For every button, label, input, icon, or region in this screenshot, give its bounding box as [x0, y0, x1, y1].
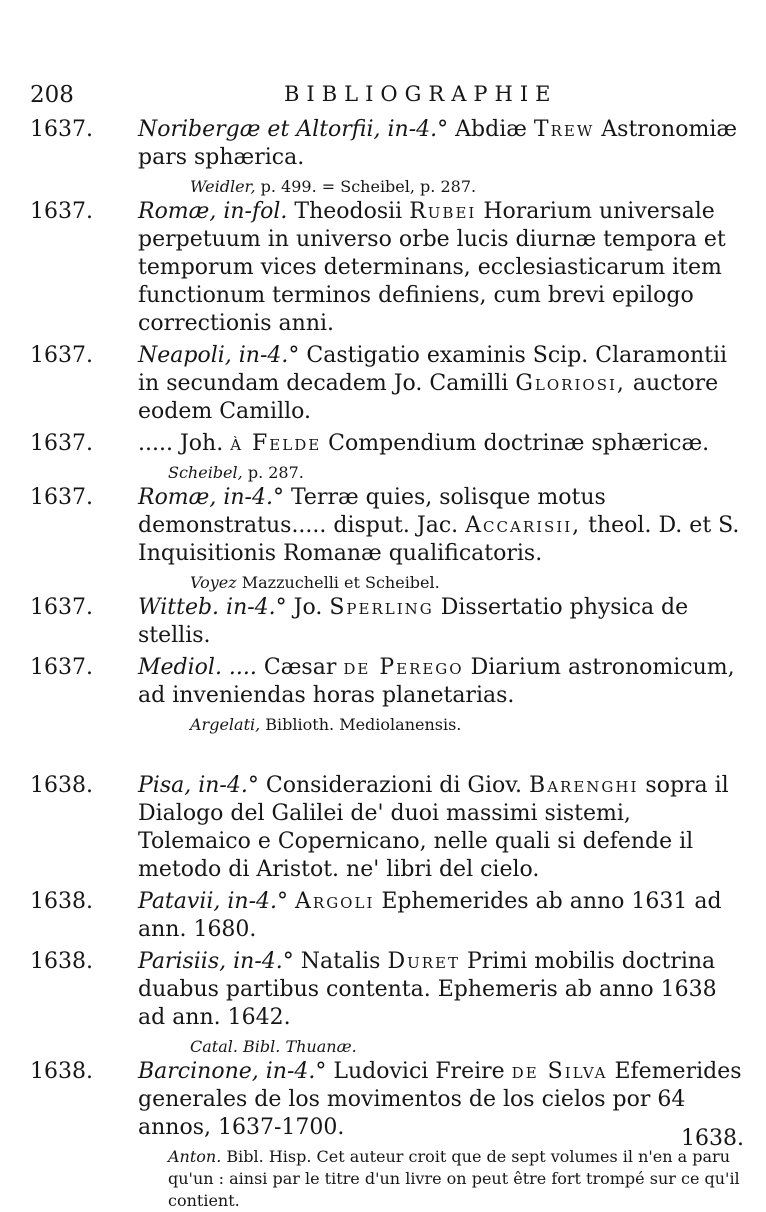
entry-text: auctore eodem Camillo.	[138, 371, 719, 424]
entry-author: à Felde	[230, 431, 322, 456]
entry-place: Patavii, in-4.°	[138, 889, 289, 914]
entry-body	[138, 948, 745, 1032]
entry-body	[138, 772, 745, 884]
entry-author: Rubei	[409, 199, 477, 224]
entry-note	[190, 1036, 745, 1058]
entry-place: Romæ, in-fol.	[138, 199, 288, 224]
entry-note	[190, 572, 745, 594]
note-text: Biblioth. Mediolanensis.	[265, 715, 462, 734]
entry-text: sopra il Dialogo del Galilei de' duoi massimi sistemi, Tolemaico e Copernicano, nelle quali si defende il metodo di Aristot. ne' libri del cielo.	[138, 773, 729, 882]
entry-author: de Perego	[343, 655, 464, 680]
entry-place: Pisa, in-4.°	[138, 773, 259, 798]
entry-author: Gloriosi,	[515, 371, 626, 396]
entry-pretext: Considerazioni di Giov.	[265, 773, 523, 798]
entry-body	[138, 484, 745, 568]
entry-author: Barenghi	[529, 773, 639, 798]
note-source: Voyez	[190, 573, 237, 592]
entry-year: 1637.	[30, 655, 93, 680]
entry-text: Horarium universale perpetuum in universo orbe lucis diurnæ tempora et temporum vices determinans, ecclesiasticarum item functionum terminos definiens, cum brevi epilogo correctionis anni.	[138, 199, 726, 336]
note-source: Argelati,	[190, 715, 261, 734]
page-number: 208	[30, 82, 74, 108]
note-text: p. 499. = Scheibel, p. 287.	[260, 177, 477, 196]
note-text: Mazzuchelli et Scheibel.	[241, 573, 440, 592]
bibliography-entry	[30, 342, 745, 426]
entry-year: 1638.	[30, 1059, 93, 1084]
entry-author: Trew	[533, 117, 595, 142]
entry-text: Diarium astronomicum, ad inveniendas horas planetarias.	[138, 655, 735, 708]
entry-body	[138, 654, 745, 710]
entry-place: Witteb. in-4.°	[138, 595, 287, 620]
entry-note	[190, 176, 745, 198]
entry-year: 1638.	[30, 773, 93, 798]
entry-author: Duret	[387, 949, 460, 974]
entry-note	[190, 714, 745, 736]
entry-pretext: Jo.	[293, 595, 323, 620]
entry-place: Neapoli, in-4.°	[138, 343, 300, 368]
entry-body	[138, 430, 745, 458]
entry-author: de Silva	[511, 1059, 608, 1084]
entry-pretext: Abdiæ	[455, 117, 527, 142]
bibliography-entry	[30, 772, 745, 884]
entry-text: Dissertatio physica de stellis.	[138, 595, 689, 648]
entry-year: 1637.	[30, 343, 93, 368]
bibliography-entry	[30, 116, 745, 172]
entry-year: 1637.	[30, 595, 93, 620]
entry-place: Romæ, in-4.°	[138, 485, 284, 510]
bibliography-entry	[30, 1058, 745, 1142]
entry-year: 1637.	[30, 485, 93, 510]
entry-text: theol. D. et S. Inquisitionis Romanæ qualificatoris.	[138, 513, 740, 566]
entry-pretext: Natalis	[300, 949, 381, 974]
entry-year: 1638.	[30, 889, 93, 914]
entry-pretext: ..... Joh.	[138, 431, 224, 456]
entry-pretext: Cæsar	[263, 655, 337, 680]
entry-note	[168, 1146, 745, 1212]
entry-place: Mediol. ....	[138, 655, 257, 680]
entry-note	[168, 462, 745, 484]
entry-pretext: Ludovici Freire	[333, 1059, 505, 1084]
note-source: Catal. Bibl. Thuanæ.	[190, 1037, 357, 1056]
bibliography-entry	[30, 198, 745, 338]
entry-place: Barcinone, in-4.°	[138, 1059, 327, 1084]
note-source: Weidler,	[190, 177, 256, 196]
entry-author: Argoli	[295, 889, 375, 914]
entry-body	[138, 888, 745, 944]
note-source: Anton.	[168, 1147, 222, 1166]
entry-body	[138, 594, 745, 650]
entry-body	[138, 342, 745, 426]
bibliography-entry	[30, 654, 745, 710]
entry-body	[138, 198, 745, 338]
entries-list	[30, 116, 745, 1212]
entry-text: Primi mobilis doctrina duabus partibus contenta. Ephemeris ab anno 1638 ad ann. 1642.	[138, 949, 717, 1030]
entry-text: Ephemerides ab anno 1631 ad ann. 1680.	[138, 889, 722, 942]
entry-year: 1637.	[30, 117, 93, 142]
bibliography-entry	[30, 888, 745, 944]
section-gap	[30, 736, 745, 772]
bibliography-entry	[30, 948, 745, 1032]
note-text: p. 287.	[247, 463, 304, 482]
entry-pretext: Theodosii	[294, 199, 403, 224]
bibliography-entry	[30, 430, 745, 458]
note-text: Bibl. Hisp. Cet auteur croit que de sept volumes il n'en a paru qu'un : ainsi par le titre d'un livre on peut être fort trompé sur ce qu'il contient.	[168, 1147, 740, 1210]
page-header	[30, 82, 740, 112]
entry-place: Noribergæ et Altorfii, in-4.°	[138, 117, 449, 142]
bibliography-entry	[30, 594, 745, 650]
bibliography-entry	[30, 484, 745, 568]
entry-year: 1637.	[30, 431, 93, 456]
entry-text: Compendium doctrinæ sphæricæ.	[328, 431, 710, 456]
entry-year: 1638.	[30, 949, 93, 974]
running-head: BIBLIOGRAPHIE	[284, 82, 558, 106]
entry-body	[138, 1058, 745, 1142]
entry-pretext: Terræ quies, solisque motus demonstratus..... disput. Jac.	[138, 485, 606, 538]
entry-body	[138, 116, 745, 172]
entry-text: Efemerides generales de los movimentos de los cielos por 64 annos, 1637-1700.	[138, 1059, 742, 1140]
entry-year: 1637.	[30, 199, 93, 224]
entry-pretext: Castigatio examinis Scip. Claramontii in secundam decadem Jo. Camilli	[138, 343, 728, 396]
note-source: Scheibel,	[168, 463, 243, 482]
entry-place: Parisiis, in-4.°	[138, 949, 294, 974]
entry-author: Sperling	[329, 595, 434, 620]
catchword: 1638.	[681, 1126, 744, 1151]
entry-text: Astronomiæ pars sphærica.	[138, 117, 738, 170]
entry-author: Accarisii,	[465, 513, 582, 538]
